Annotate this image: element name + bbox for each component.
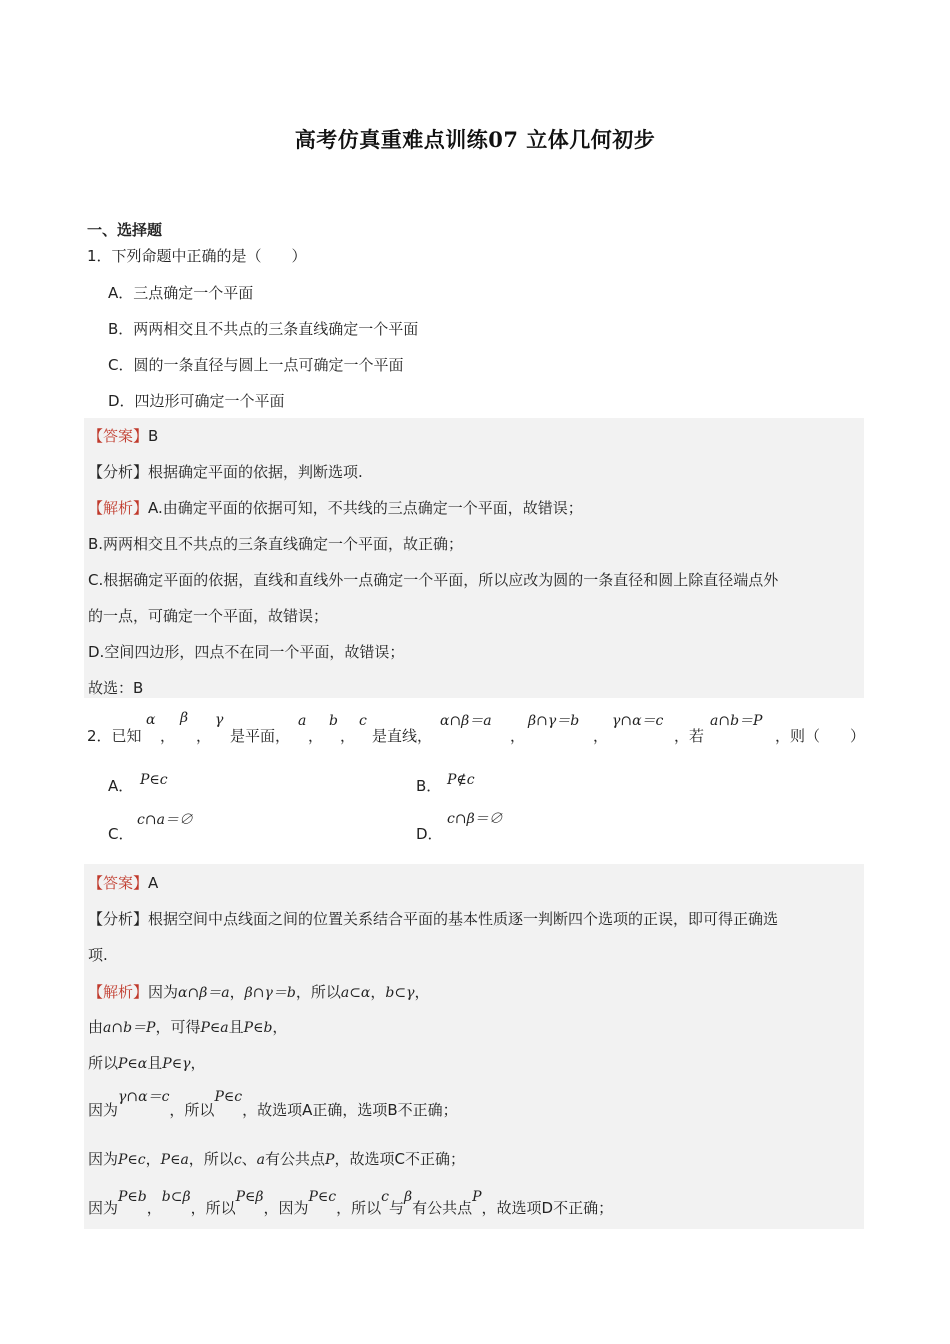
q2-solution-line-1: [88, 981, 429, 1002]
q2-solution-line-3: [88, 1052, 205, 1073]
text: 有公共点: [265, 1150, 326, 1168]
q1-analysis: 根据确定平面的依据，判断选项.: [148, 463, 363, 481]
q1-option-a: A．三点确定一个平面: [108, 284, 254, 302]
answer-tag: 【答案】: [88, 874, 149, 892]
math: γ∩α＝c: [118, 1089, 170, 1105]
q1-answer: B: [148, 427, 159, 445]
text: 与: [388, 1199, 404, 1217]
q2-solution-line-2: [88, 1016, 287, 1037]
text: 有公共点: [412, 1199, 473, 1217]
q2-option-c-label: C．: [108, 825, 134, 843]
text: 且: [228, 1018, 244, 1036]
text: ，所以: [295, 983, 341, 1001]
math: β: [404, 1189, 413, 1205]
q2-solution-line-6: [88, 1189, 614, 1218]
q2-answer-line: [88, 872, 158, 893]
q2-alpha: α: [146, 712, 156, 728]
text: ，故选项A正确，选项B不正确；: [242, 1101, 458, 1119]
q1-solution-line-3: C.根据确定平面的依据，直线和直线外一点确定一个平面，所以应改为圆的一条直径和圆上除直径端点外: [88, 571, 779, 589]
text: ，所以: [169, 1101, 215, 1119]
q2-line-a: a: [298, 713, 307, 729]
q2-option-b-math: P∉c: [447, 772, 475, 788]
math: P∈γ: [162, 1056, 191, 1072]
solution-tag: 【解析】: [88, 983, 149, 1001]
text: ，故选项D不正确；: [481, 1199, 614, 1217]
math: b⊂γ: [385, 985, 415, 1001]
q2-then-text: ，则（ ）: [775, 727, 866, 745]
text: ，: [414, 983, 430, 1001]
q2-line-text: 是直线，: [372, 727, 433, 745]
q2-analysis-line-2: 项.: [88, 946, 108, 964]
analysis-tag: 【分析】: [88, 910, 149, 928]
q2-answer: A: [148, 874, 159, 892]
q2-option-c-math: c∩a＝∅: [137, 812, 193, 828]
analysis-tag: 【分析】: [88, 463, 149, 481]
text: ，故选项C不正确；: [334, 1150, 465, 1168]
text: ，所以: [336, 1199, 382, 1217]
text: ，: [190, 1054, 206, 1072]
q2-solution-line-5: [88, 1148, 465, 1169]
text: ，所以: [190, 1199, 236, 1217]
math: b⊂β: [161, 1189, 191, 1205]
q2-analysis-line-1: [88, 908, 778, 929]
q2-option-b-label: B．: [416, 777, 442, 795]
answer-tag: 【答案】: [88, 427, 149, 445]
q2-cond-3: γ∩α＝c: [612, 713, 664, 729]
q2-sep: ，: [340, 727, 356, 745]
q2-line-c: c: [359, 713, 367, 729]
text: ，: [146, 1199, 162, 1217]
q1-option-c: C．圆的一条直径与圆上一点可确定一个平面: [108, 356, 404, 374]
q1-solution-line-6: 故选：B: [88, 679, 144, 697]
text: 由: [88, 1018, 104, 1036]
math: P: [472, 1189, 482, 1205]
q2-sep: ，: [160, 727, 176, 745]
text: ，因为: [263, 1199, 309, 1217]
q2-cond-2: β∩γ＝b: [528, 713, 580, 729]
math: a∩b＝P: [103, 1020, 156, 1036]
q2-if-text: ，若: [674, 727, 705, 745]
q2-sep: ，: [593, 727, 609, 745]
q1-solution-line-2: B.两两相交且不共点的三条直线确定一个平面，故正确；: [88, 535, 464, 553]
text: 所以: [88, 1054, 119, 1072]
math: a⊂α: [340, 985, 371, 1001]
math: P∈a: [200, 1020, 229, 1036]
text: ，: [229, 983, 245, 1001]
q2-cond-1: α∩β＝a: [440, 713, 492, 729]
text: ，: [145, 1150, 161, 1168]
q2-cond-4: a∩b＝P: [710, 713, 763, 729]
q2-analysis: 根据空间中点线面之间的位置关系结合平面的基本性质逐一判断四个选项的正误，即可得正确选: [148, 910, 779, 928]
text: ，所以: [188, 1150, 234, 1168]
text: 且: [147, 1054, 163, 1072]
q2-stem-prefix: 2．已知: [87, 727, 142, 745]
math: P: [325, 1152, 335, 1168]
math: β∩γ＝b: [244, 985, 296, 1001]
text: ，: [370, 983, 386, 1001]
text: ，: [272, 1018, 288, 1036]
math: a: [256, 1152, 266, 1168]
q2-sep: ，: [196, 727, 212, 745]
text: 因为: [88, 1199, 119, 1217]
text: 因为: [148, 983, 179, 1001]
q2-option-d-math: c∩β＝∅: [447, 811, 503, 827]
math: P∈b: [243, 1020, 273, 1036]
q2-option-d-label: D．: [416, 825, 443, 843]
math: c: [233, 1152, 242, 1168]
q1-solution-text: A.由确定平面的依据可知，不共线的三点确定一个平面，故错误；: [148, 499, 583, 517]
q2-sep: ，: [308, 727, 324, 745]
math: P∈c: [308, 1189, 337, 1205]
math: P∈c: [118, 1152, 146, 1168]
text: ，可得: [155, 1018, 201, 1036]
q2-option-a-math: P∈c: [140, 772, 168, 788]
q1-solution-line-4: 的一点，可确定一个平面，故错误；: [88, 607, 329, 625]
q1-option-d: D．四边形可确定一个平面: [108, 392, 285, 410]
q1-stem: 1．下列命题中正确的是（ ）: [87, 247, 307, 265]
math: α∩β＝a: [178, 985, 230, 1001]
q2-option-a-label: A．: [108, 777, 134, 795]
math: P∈α: [118, 1056, 148, 1072]
math: c: [381, 1189, 389, 1205]
section-heading: 一、选择题: [87, 221, 163, 239]
solution-tag: 【解析】: [88, 499, 149, 517]
text: 因为: [88, 1101, 119, 1119]
q1-analysis-line: [88, 461, 363, 482]
q1-answer-line: [88, 425, 158, 446]
q1-solution-line-1: [88, 497, 583, 518]
q1-solution-line-5: D.空间四边形，四点不在同一个平面，故错误；: [88, 643, 405, 661]
q2-gamma: γ: [215, 712, 224, 728]
q1-option-b: B．两两相交且不共点的三条直线确定一个平面: [108, 320, 419, 338]
q2-solution-line-4: [88, 1089, 458, 1120]
q2-beta: β: [180, 710, 189, 726]
math: P∈c: [214, 1089, 243, 1105]
q2-plane-text: 是平面，: [230, 727, 291, 745]
text: 因为: [88, 1150, 119, 1168]
math: P∈β: [235, 1189, 264, 1205]
math: P∈a: [160, 1152, 189, 1168]
q2-line-b: b: [329, 713, 338, 729]
q2-sep: ，: [510, 727, 526, 745]
text: 、: [241, 1150, 257, 1168]
page-title: 高考仿真重难点训练07 立体几何初步: [294, 127, 656, 152]
math: P∈b: [118, 1189, 147, 1205]
